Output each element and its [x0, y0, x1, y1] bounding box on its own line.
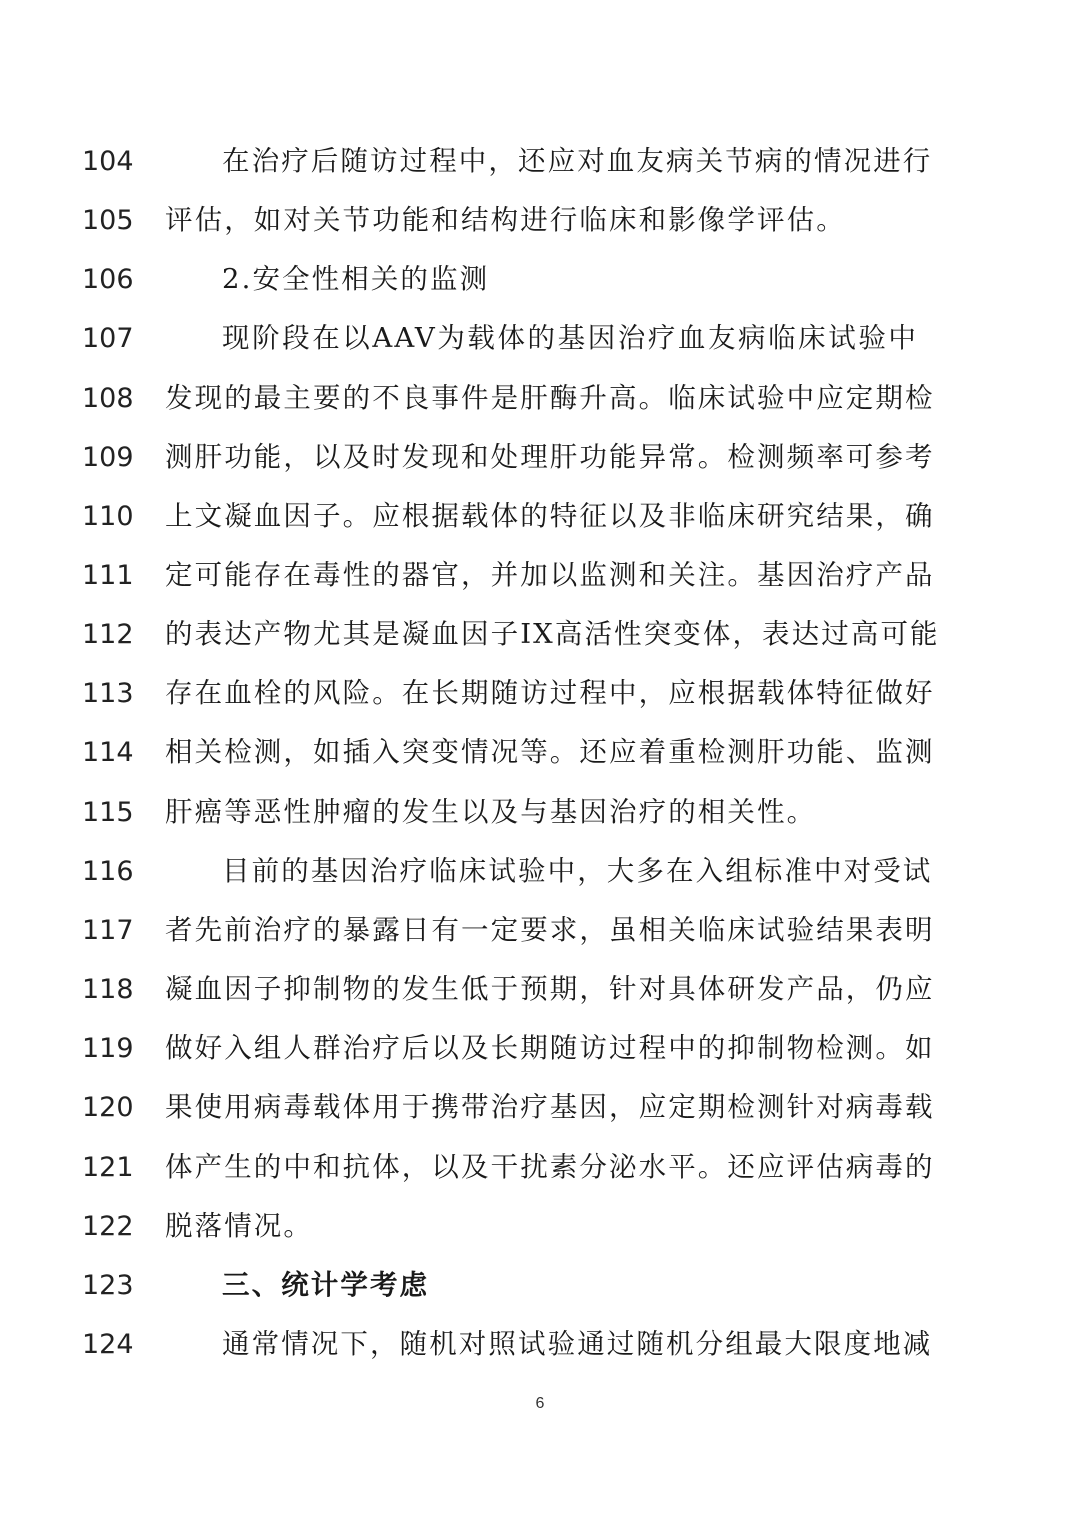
page-number: 6	[535, 1395, 545, 1412]
line-number: 104	[82, 146, 134, 177]
paragraph-text: 测肝功能，以及时发现和处理肝功能异常。检测频率可参考	[165, 441, 935, 473]
line-number: 121	[82, 1152, 134, 1183]
line-number: 124	[82, 1329, 134, 1360]
line-number: 112	[82, 619, 134, 650]
line-number: 123	[82, 1270, 134, 1301]
paragraph-text: 脱落情况。	[165, 1210, 313, 1242]
paragraph-text: 的表达产物尤其是凝血因子IX高活性突变体，表达过高可能	[165, 618, 940, 650]
text-line	[0, 783, 1080, 842]
text-line	[0, 1078, 1080, 1137]
text-line	[0, 369, 1080, 428]
text-line	[0, 960, 1080, 1019]
paragraph-text: 凝血因子抑制物的发生低于预期，针对具体研发产品，仍应	[165, 973, 935, 1005]
paragraph-text: 肝癌等恶性肿瘤的发生以及与基因治疗的相关性。	[165, 796, 817, 828]
text-line	[0, 664, 1080, 723]
line-number: 108	[82, 383, 134, 414]
text-line	[0, 546, 1080, 605]
line-number: 109	[82, 442, 134, 473]
line-number: 119	[82, 1033, 134, 1064]
text-line	[0, 1019, 1080, 1078]
line-number: 111	[82, 560, 134, 591]
paragraph-text: 存在血栓的风险。在长期随访过程中，应根据载体特征做好	[165, 677, 935, 709]
text-line	[0, 842, 1080, 901]
paragraph-text: 通常情况下，随机对照试验通过随机分组最大限度地减	[222, 1328, 933, 1360]
text-line	[0, 1138, 1080, 1197]
line-number: 106	[82, 264, 134, 295]
text-line	[0, 1197, 1080, 1256]
paragraph-text: 体产生的中和抗体，以及干扰素分泌水平。还应评估病毒的	[165, 1151, 935, 1183]
paragraph-text: 做好入组人群治疗后以及长期随访过程中的抑制物检测。如	[165, 1032, 935, 1064]
text-line	[0, 1315, 1080, 1374]
line-number: 116	[82, 856, 134, 887]
line-number: 110	[82, 501, 134, 532]
section-heading: 2.安全性相关的监测	[222, 263, 490, 295]
line-number: 105	[82, 205, 134, 236]
line-number: 120	[82, 1092, 134, 1123]
line-number: 118	[82, 974, 134, 1005]
paragraph-text: 上文凝血因子。应根据载体的特征以及非临床研究结果，确	[165, 500, 935, 532]
line-number: 113	[82, 678, 134, 709]
paragraph-text: 相关检测，如插入突变情况等。还应着重检测肝功能、监测	[165, 736, 935, 768]
line-number: 115	[82, 797, 134, 828]
text-line	[0, 723, 1080, 782]
text-line	[0, 191, 1080, 250]
text-line	[0, 487, 1080, 546]
paragraph-text: 果使用病毒载体用于携带治疗基因，应定期检测针对病毒载	[165, 1091, 935, 1123]
text-line	[0, 605, 1080, 664]
line-number: 122	[82, 1211, 134, 1242]
text-line	[0, 428, 1080, 487]
paragraph-text: 者先前治疗的暴露日有一定要求，虽相关临床试验结果表明	[165, 914, 935, 946]
line-number: 117	[82, 915, 134, 946]
paragraph-text: 发现的最主要的不良事件是肝酶升高。临床试验中应定期检	[165, 382, 935, 414]
text-line	[0, 250, 1080, 309]
text-line	[0, 132, 1080, 191]
line-number: 107	[82, 323, 134, 354]
paragraph-text: 在治疗后随访过程中，还应对血友病关节病的情况进行	[222, 145, 933, 177]
section-heading: 三、统计学考虑	[222, 1269, 430, 1301]
paragraph-text: 现阶段在以AAV为载体的基因治疗血友病临床试验中	[222, 322, 918, 354]
line-number: 114	[82, 737, 134, 768]
paragraph-text: 定可能存在毒性的器官，并加以监测和关注。基因治疗产品	[165, 559, 935, 591]
paragraph-text: 评估，如对关节功能和结构进行临床和影像学评估。	[165, 204, 846, 236]
paragraph-text: 目前的基因治疗临床试验中，大多在入组标准中对受试	[222, 855, 933, 887]
text-line	[0, 901, 1080, 960]
text-line	[0, 309, 1080, 368]
text-line	[0, 1256, 1080, 1315]
